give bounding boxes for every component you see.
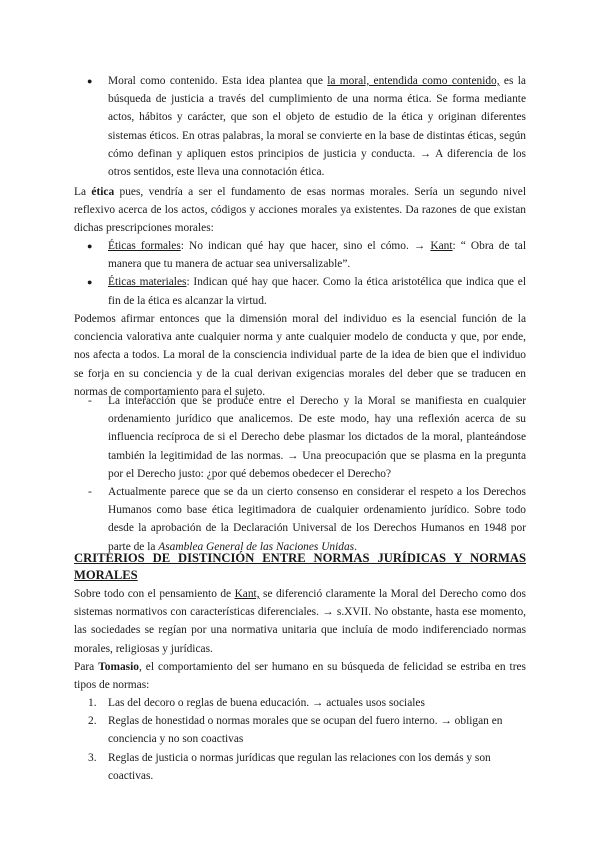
- list-number: 2.: [88, 715, 97, 728]
- etica-prefix: La: [74, 186, 92, 198]
- list-item: [74, 749, 526, 785]
- kant-quote: : “ Obra de tal manera que tu manera de actuar sea universalizable”.: [108, 240, 526, 271]
- norm-type-text: Las del decoro o reglas de buena educación. → actuales usos sociales: [108, 697, 425, 709]
- ethics-material-term: Éticas materiales: [108, 276, 187, 289]
- list-item: [74, 72, 526, 181]
- list-item: [74, 237, 526, 273]
- tomasio-text: , el comportamiento del ser humano en su búsqueda de felicidad se estriba en tres tipos de normas:: [74, 661, 526, 692]
- ethics-material-text: : Indican qué hay que hacer. Como la ética aristotélica que indica que el fin de la ética es alcanzar la virtud.: [108, 276, 527, 307]
- kant-paragraph-prefix: Sobre todo con el pensamiento de: [74, 588, 235, 600]
- norm-type-text: Reglas de honestidad o normas morales que se ocupan del fuero interno. → obligan en conciencia y no son coactivas: [108, 715, 503, 746]
- section-heading: CRITERIOS DE DISTINCIÓN ENTRE NORMAS JURÍDICAS Y NORMAS MORALES: [74, 551, 526, 582]
- list-number: 3.: [88, 751, 97, 764]
- etica-paragraph: [74, 183, 526, 238]
- list-item: [74, 483, 526, 556]
- list-item: [74, 712, 526, 748]
- etica-bold-term: ética: [91, 186, 115, 198]
- ethics-formal-term: Éticas formales: [108, 240, 181, 252]
- moral-content-underlined: la moral, entendida como contenido,: [327, 75, 500, 87]
- moral-content-lead: Moral como contenido. Esta idea plantea que: [108, 75, 328, 87]
- moral-content-text: es la búsqueda de justicia a través del cumplimiento de una norma ética. Se forma mediante actos, hábitos y carácter, que son el objeto de estudio de la ética y originan diferentes sistemas éticos. En otras palabras, la moral se convierte en la base de distintas éticas, según cómo definan y apliquen estos principios de justicia y conducta.: [108, 75, 526, 160]
- human-rights-end: .: [354, 540, 357, 553]
- tomasio-name: Tomasio: [98, 661, 139, 673]
- un-assembly-name: Asamblea General de las Naciones Unidas: [158, 540, 355, 553]
- list-item: - La interacción que se produce entre el Derecho y la Moral se manifiesta en cualquier ordenamiento jurídico que analicemos. De este modo, hay una reflexión acerca de su influencia recíproca de si el Derecho debe plasmar los dictados de la moral, planteándose también la legitimidad de las normas. → Una preocupación que se plasma en la pregunta por el Derecho justo: ¿por qué debemos obedecer el Derecho?: [74, 392, 526, 483]
- ethics-types-list: [74, 237, 526, 310]
- tomasio-paragraph: [74, 658, 526, 694]
- kant-paragraph-text: se diferenció claramente la Moral del Derecho como dos sistemas normativos con características diferenciales. → s.XVII. No obstante, hasta ese momento, las sociedades se regían por una normativa unitaria que incluía de modo indiferenciado normas morales, religiosas y jurídicas.: [74, 588, 526, 655]
- conscience-paragraph: Podemos afirmar entonces que la dimensión moral del individuo es la esencial función de la conciencia valorativa ante cualquier norma y ante cualquier modelo de conducta y que, por ende, nos afecta a todos. La moral de la consciencia individual parte de la idea de bien que el individuo se forja en su conciencia y de la cual derivan exigencias morales del deber que se traducen en normas de comportamiento para el sujeto.: [74, 313, 526, 398]
- human-rights-text: Actualmente parece que se da un cierto consenso en considerar el respeto a los Derechos Humanos como base ética legitimadora de cualquier ordenamiento jurídico. Sobre todo desde la aprobación de la Declaración Universal de los Derechos Humanos en 1948 por parte de la: [108, 486, 526, 553]
- ethics-formal-text: : No indican qué hay que hacer, sino el cómo. →: [180, 240, 431, 252]
- moral-content-note: → A diferencia de los otros sentidos, este lleva una connotación ética.: [108, 147, 526, 179]
- list-number: 1.: [88, 697, 97, 709]
- list-item: [74, 694, 526, 712]
- law-moral-list: [74, 392, 526, 556]
- norm-type-text: Reglas de justicia o normas jurídicas que regulan las relaciones con los demás y son coactivas.: [108, 751, 491, 782]
- tomasio-prefix: Para: [74, 661, 99, 673]
- moral-content-list: [74, 72, 526, 181]
- kant-paragraph: [74, 585, 526, 658]
- kant-link: Kant,: [234, 588, 260, 600]
- norm-types-list: [74, 694, 526, 785]
- kant-reference: Kant: [430, 240, 453, 252]
- list-item: [74, 273, 526, 309]
- etica-text: pues, vendría a ser el fundamento de esas normas morales. Sería un segundo nivel reflexivo acerca de los actos, códigos y acciones morales ya existentes. Da razones de que existan dichas prescripciones morales:: [74, 186, 526, 235]
